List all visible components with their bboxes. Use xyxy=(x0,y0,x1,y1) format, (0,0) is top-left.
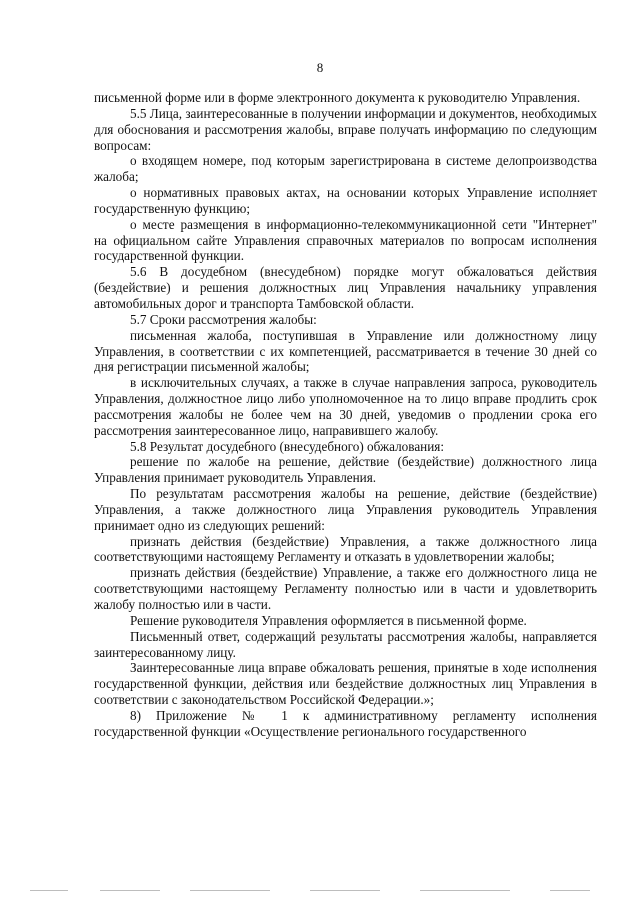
paragraph-written-answer: Письменный ответ, содержащий результаты рассмотрения жалобы, направляется заинтересованному лицу. xyxy=(94,628,597,660)
paragraph-right-to-appeal: Заинтересованные лица вправе обжаловать решения, принятые в ходе исполнения государственной функции, действия или бездействие должностных лиц Управления в соответствии с законодательством Российской Федерации.»; xyxy=(94,660,597,708)
paragraph-internet-placement: о месте размещения в информационно-телекоммуникационной сети "Интернет" на официальном сайте Управления справочных материалов по вопросам исполнения государственной функции. xyxy=(94,216,597,264)
paragraph-recognize-noncompliant: признать действия (бездействие) Управление, а также его должностного лица не соответствующими настоящему Регламенту полностью или в части и удовлетворить жалобу полностью или в части. xyxy=(94,565,597,612)
scan-bottom-edge xyxy=(30,890,610,894)
paragraph-5-8-appeal-result: 5.8 Результат досудебного (внесудебного) обжалования: xyxy=(130,438,445,454)
document-body xyxy=(94,90,597,740)
paragraph-incoming-number: о входящем номере, под которым зарегистрирована в системе делопроизводства жалоба; xyxy=(94,153,597,185)
paragraph-decision-by-head: решение по жалобе на решение, действие (бездействие) должностного лица Управления принимает руководитель Управления. xyxy=(94,454,597,486)
paragraph-5-6-pretrial-appeal: 5.6 В досудебном (внесудебном) порядке могут обжаловаться действия (бездействие) и решения должностных лиц Управления начальнику управления автомобильных дорог и транспорта Тамбовской области. xyxy=(94,264,597,311)
paragraph-recognize-compliant: признать действия (бездействие) Управления, а также должностного лица соответствующими настоящему Регламенту и отказать в удовлетворении жалобы; xyxy=(94,533,597,565)
paragraph-legal-acts: о нормативных правовых актах, на основании которых Управление исполняет государственную функцию; xyxy=(94,185,597,216)
paragraph-written-complaint-term: письменная жалоба, поступившая в Управление или должностному лицу Управления, в соответствии с их компетенцией, рассматривается в течение 30 дней со дня регистрации письменной жалобы; xyxy=(94,327,597,375)
paragraph-complaint-form-continued: письменной форме или в форме электронного документа к руководителю Управления. xyxy=(94,90,581,105)
paragraph-exceptional-cases: в исключительных случаях, а также в случае направления запроса, руководитель Управления, должностное лицо либо уполномоченное на то лицо вправе продлить срок рассмотрения жалобы не более чем на 30 дней, уведомив о продлении срока его рассмотрения заинтересованное лицо, направившего жалобу. xyxy=(94,375,597,438)
paragraph-5-5-information-rights: 5.5 Лица, заинтересованные в получении информации и документов, необходимых для обоснования и рассмотрения жалобы, вправе получать информацию по следующим вопросам: xyxy=(94,105,597,153)
paragraph-5-7-review-terms: 5.7 Сроки рассмотрения жалобы: xyxy=(130,311,317,327)
paragraph-written-decision: Решение руководителя Управления оформляется в письменной форме. xyxy=(130,612,527,628)
page-number: 8 xyxy=(316,60,324,75)
paragraph-appendix-1: 8) Приложение № 1 к административному регламенту исполнения государственной функции «Осуществление регионального государственного xyxy=(94,707,597,739)
paragraph-review-results: По результатам рассмотрения жалобы на решение, действие (бездействие) Управления, а также должностного лица Управления руководитель Управления принимает одно из следующих решений: xyxy=(94,486,597,533)
